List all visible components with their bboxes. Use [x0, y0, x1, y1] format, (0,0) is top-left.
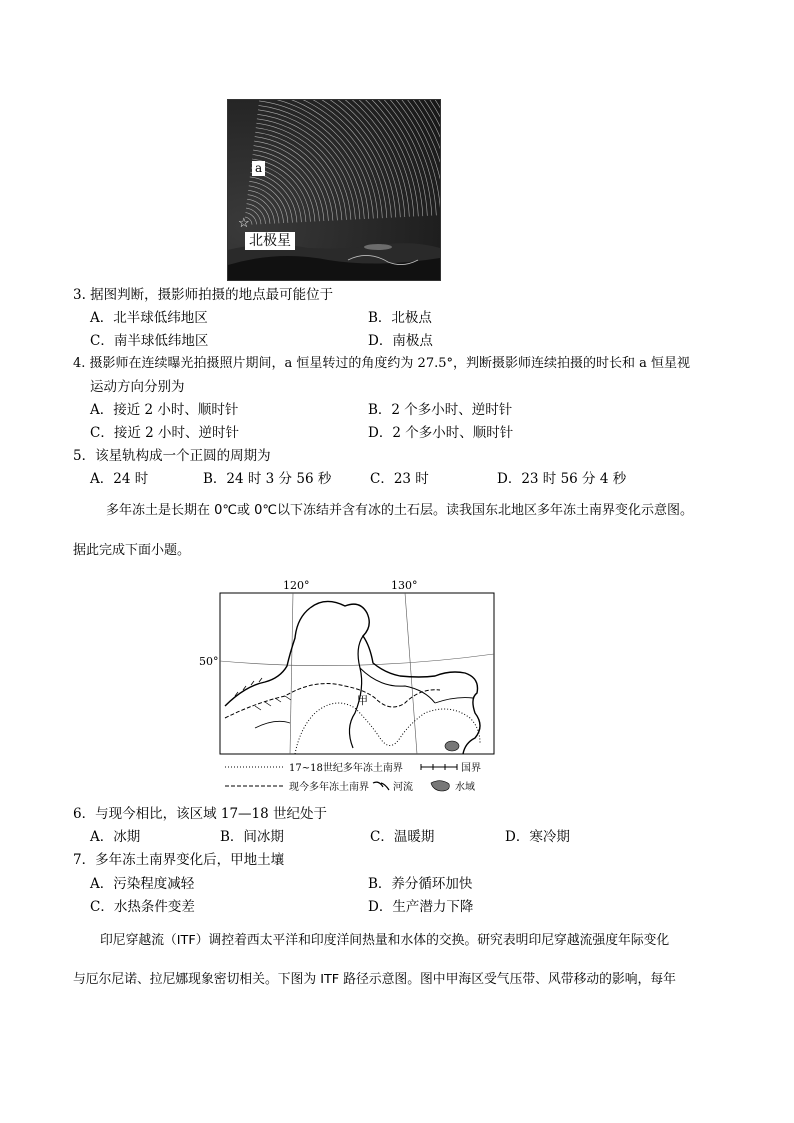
q7-option-a: A．污染程度减轻 — [90, 876, 195, 892]
intro2-line1: 印尼穿越流（ITF）调控着西太平洋和印度洋间热量和水体的交换。研究表明印尼穿越流强度年际变化 — [100, 933, 670, 948]
intro1-line2: 据此完成下面小题。 — [73, 543, 191, 558]
q7-option-d: D．生产潜力下降 — [368, 899, 474, 915]
q6-option-b: B．间冰期 — [220, 829, 284, 845]
q3-stem: 3. 据图判断，摄影师拍摄的地点最可能位于 — [73, 287, 334, 303]
legend-water-label: 水域 — [455, 782, 475, 793]
q4-stem-line1: 4. 摄影师在连续曝光拍摄照片期间，a 恒星转过的角度约为 27.5°，判断摄影师连续拍摄的时长和 a 恒星视 — [73, 356, 691, 371]
q6-option-d: D．寒冷期 — [505, 829, 570, 845]
q5-option-c: C．23 时 — [370, 471, 429, 487]
polaris-star-icon: ☆ — [238, 216, 250, 231]
lat-50-label: 50° — [199, 655, 219, 668]
legend-now-label: 现今多年冻土南界 — [289, 782, 369, 793]
q3-option-b: B．北极点 — [368, 310, 432, 326]
q6-stem: 6．与现今相比，该区域 17—18 世纪处于 — [73, 806, 328, 822]
q6-option-a: A．冰期 — [90, 829, 141, 845]
legend-river-label: 河流 — [393, 782, 413, 793]
intro2-line2: 与厄尔尼诺、拉尼娜现象密切相关。下图为 ITF 路径示意图。图中甲海区受气压带、风带移动的影响，每年 — [73, 972, 676, 987]
q3-option-a: A．北半球低纬地区 — [90, 310, 208, 326]
q3-option-d: D．南极点 — [368, 333, 433, 349]
star-a-label: a — [252, 161, 265, 176]
star-trail-photo — [227, 99, 441, 281]
intro1-line1: 多年冻土是长期在 0℃或 0℃以下冻结并含有冰的土石层。读我国东北地区多年冻土南界变化示意图。 — [106, 503, 694, 518]
q5-stem: 5．该星轨构成一个正圆的周期为 — [73, 448, 271, 464]
q6-option-c: C．温暖期 — [370, 829, 435, 845]
q5-option-b: B．24 时 3 分 56 秒 — [203, 471, 332, 487]
q7-stem: 7．多年冻土南界变化后，甲地土壤 — [73, 852, 285, 868]
lon-120-label: 120° — [283, 579, 310, 592]
q7-option-b: B．养分循环加快 — [368, 876, 473, 892]
place-jia-label: 甲 — [357, 694, 368, 707]
q4-stem-line2: 运动方向分别为 — [90, 379, 185, 395]
q4-option-a: A．接近 2 小时、顺时针 — [90, 402, 239, 418]
q5-option-d: D．23 时 56 分 4 秒 — [497, 471, 627, 487]
q5-option-a: A．24 时 — [90, 471, 149, 487]
q4-option-b: B．2 个多小时、逆时针 — [368, 402, 513, 418]
legend-old-label: 17~18世纪多年冻土南界 — [289, 763, 403, 774]
q4-option-d: D．2 个多小时、顺时针 — [368, 425, 514, 441]
permafrost-map — [195, 578, 505, 798]
lon-130-label: 130° — [391, 579, 418, 592]
legend-border-label: 国界 — [461, 763, 481, 774]
q3-option-c: C．南半球低纬地区 — [90, 333, 209, 349]
polaris-label: 北极星 — [245, 232, 295, 250]
q7-option-c: C．水热条件变差 — [90, 899, 195, 915]
q4-option-c: C．接近 2 小时、逆时针 — [90, 425, 240, 441]
